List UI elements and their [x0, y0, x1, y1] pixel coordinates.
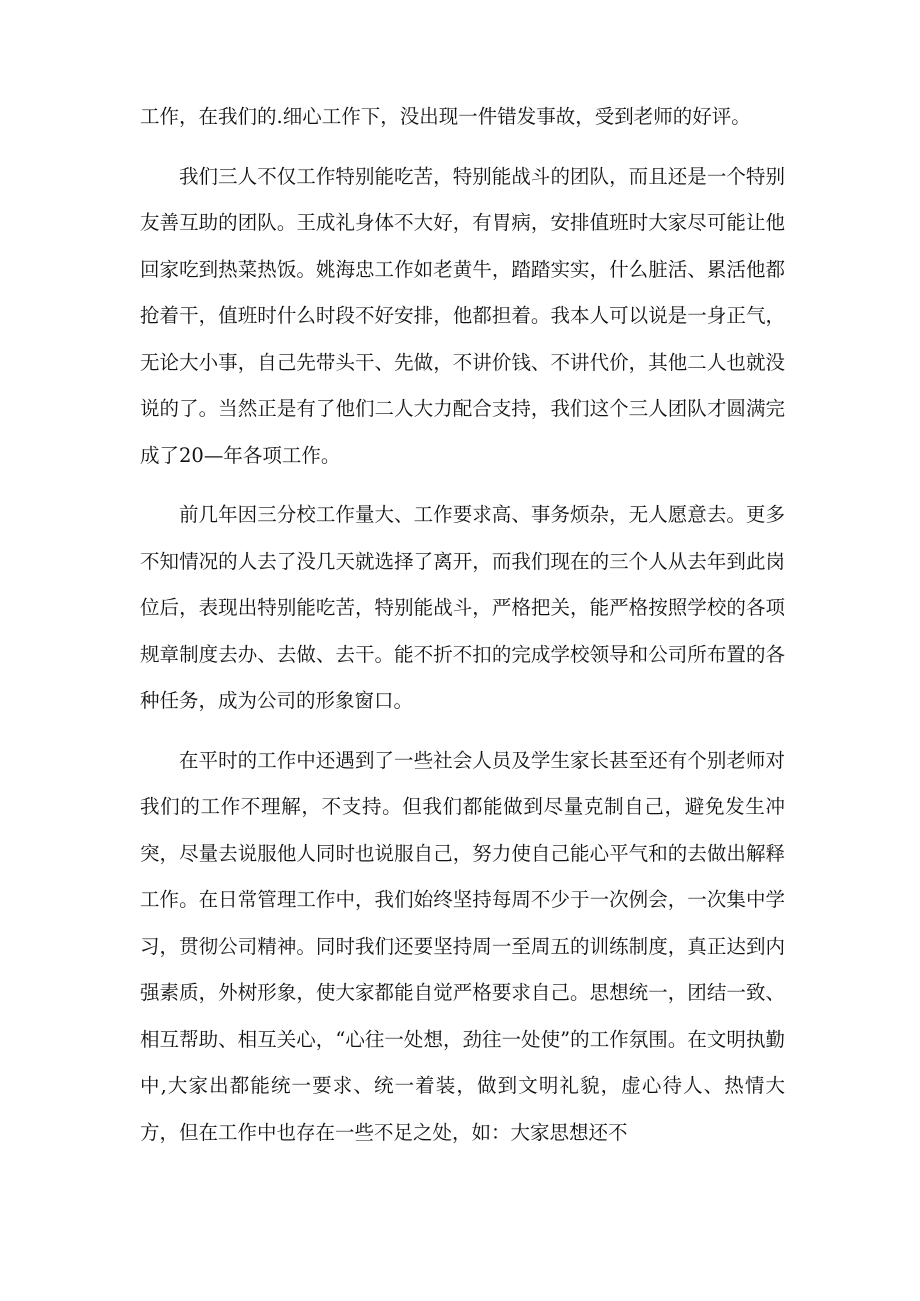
paragraph-daily-work: 在平时的工作中还遇到了一些社会人员及学生家长甚至还有个别老师对我们的工作不理解，不支持。但我们都能做到尽量克制自己，避免发生冲突，尽量去说服他人同时也说服自己，努力使自己能心平气和的去做出解释工作。在日常管理工作中，我们始终坚持每周不少于一次例会，一次集中学习，贯彻公司精神。同时我们还要坚持周一至周五的训练制度，真正达到内强素质，外树形象，使大家都能自觉严格要求自己。思想统一，团结一致、相互帮助、相互关心，“心往一处想，劲往一处使”的工作氛围。在文明执勤中,大家出都能统一要求、统一着装，做到文明礼貌，虚心待人、热情大方，但在工作中也存在一些不足之处，如：大家思想还不 — [140, 748, 785, 1144]
document-body — [140, 94, 785, 1169]
paragraph-branch-campus: 前几年因三分校工作量大、工作要求高、事务烦杂，无人愿意去。更多不知情况的人去了没几天就选择了离开，而我们现在的三个人从去年到此岗位后，表现出特别能吃苦，特别能战斗，严格把关，能严格按照学校的各项规章制度去办、去做、去干。能不折不扣的完成学校领导和公司所布置的各种任务，成为公司的形象窗口。 — [140, 503, 785, 712]
paragraph-continuation: 工作，在我们的.细心工作下，没出现一件错发事故，受到老师的好评。 — [140, 105, 751, 128]
paragraph-team-mutual-help: 我们三人不仅工作特别能吃苦，特别能战斗的团队，而且还是一个特别友善互助的团队。王成礼身体不大好，有胃病，安排值班时大家尽可能让他回家吃到热菜热饭。姚海忠工作如老黄牛，踏踏实实，什么脏活、累活他都抢着干，值班时什么时段不好安排，他都担着。我本人可以说是一身正气，无论大小事，自己先带头干、先做，不讲价钱、不讲代价，其他二人也就没说的了。当然正是有了他们二人大力配合支持，我们这个三人团队才圆满完成了20—年各项工作。 — [140, 164, 785, 467]
